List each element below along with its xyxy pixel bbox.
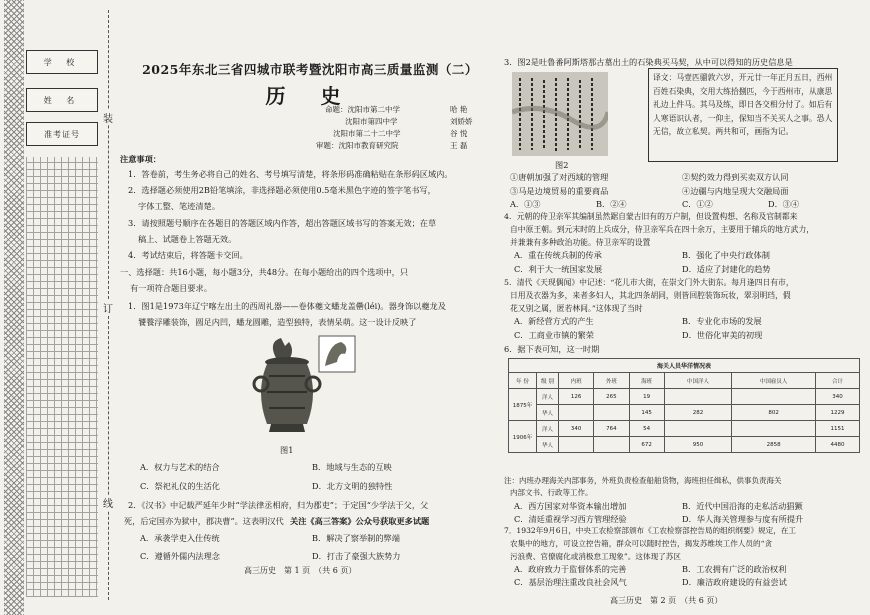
note-4: 4．考试结束后，将答题卡交回。 (128, 250, 248, 260)
q6-note-b: 内部文书、行政等工作。 (510, 488, 593, 497)
q1-option-a[interactable]: A．权力与艺术的结合 (140, 462, 220, 472)
note-3a: 3．请按照题号顺序在各题目的答题区域内作答，超出答题区域书写的答案无效；在草 (128, 218, 437, 228)
binding-pattern (4, 0, 24, 615)
table-header-cell: 海班 (629, 373, 664, 389)
table-cell: 126 (559, 389, 594, 405)
note-2b: 字体工整、笔迹清楚。 (138, 201, 220, 211)
q1-option-d[interactable]: D．北方文明的独特性 (312, 481, 393, 491)
q5-option-c[interactable]: C．工商业市镇的繁荣 (514, 330, 594, 340)
section-1-a: 一、选择题：共16小题，每小题3分，共48分。在每小题给出的四个选项中，只 (120, 267, 409, 277)
q4-stem-b: 自中原王朝。到元末时的上兵成分，侍卫亲军兵在四十余万，主要用于辅兵的地方武力， (510, 225, 815, 234)
q5-stem-b: 日用及衣器为多，来者多妇人，其北四条胡同，则皆回腔装饰玩妆，翠羽明珰，假 (510, 291, 791, 300)
author-3: 沈阳市第二十二中学 (333, 129, 401, 138)
ticket-box[interactable]: 准考证号 (26, 122, 98, 146)
q3-statement-2: ②契约效力得到买卖双方认同 (682, 172, 789, 182)
binding-label-ding: 订 (102, 300, 114, 315)
table-header-cell: 合计 (815, 373, 859, 389)
section-1-b: 有一项符合题目要求。 (130, 283, 212, 293)
q1-option-b[interactable]: B．地域与生态的互映 (312, 462, 392, 472)
q4-option-b[interactable]: B．强化了中央行政体制 (682, 250, 770, 260)
binding-strip (4, 0, 122, 615)
q6-stem: 6．据下表可知，这一时期 (504, 344, 600, 354)
author-2: 沈阳市第四中学 (345, 117, 398, 126)
right-column (500, 0, 870, 615)
table-cell-group: 洋人 (537, 389, 559, 405)
table-cell: 950 (664, 437, 732, 453)
table-row (509, 421, 860, 437)
q3-option-b[interactable]: B．②④ (596, 199, 627, 209)
q4-option-c[interactable]: C．利于大一统国家发展 (514, 264, 603, 274)
q3-stem: 3．图2是吐鲁番阿斯塔那古墓出土的石染典买马契，从中可以得知的历史信息是 (504, 57, 793, 67)
exam-title: 2025年东北三省四城市联考暨沈阳市高三质量监测（二） (142, 62, 478, 77)
table-cell: 672 (629, 437, 664, 453)
binding-label-zhuang: 装 (102, 110, 114, 125)
q2-stem-b: 死，后定国亦为狱中，郡决曹”。这表明汉代 (124, 516, 284, 526)
table-cell: 4480 (815, 437, 859, 453)
seat-grid (26, 157, 98, 597)
q1-stem-b: 饕餮浮雕装饰，圆足内凹，蟠龙圆雕，造型独特，表情呆萌。这一设计反映了 (138, 317, 417, 327)
q7-stem-c: 污浪费、官僚腐化或消极怠工现象”。这体现了苏区 (510, 552, 681, 561)
q5-option-d[interactable]: D．世俗化审美的初现 (682, 330, 763, 340)
q4-stem-c: 并兼兼有多种政治功能。侍卫亲军的设置 (510, 238, 651, 247)
note-2a: 2．选择题必须使用2B铅笔填涂，非选择题必须使用0.5毫米黑色字迹的签字笔书写， (128, 185, 436, 195)
table-cell (732, 421, 816, 437)
q7-stem-a: 7．1932年9月6日，中央工农检察部颁布《工农检察部控告局的组织纲要》规定，在工 (504, 526, 797, 535)
table-cell-year: 1906年 (509, 421, 537, 453)
figure-2-caption: 图2 (555, 160, 569, 170)
q5-stem-c: 花又别之属，匿若林间。”这体现了当时 (510, 304, 643, 313)
q4-option-a[interactable]: A．重在传统兵制的传承 (514, 250, 602, 260)
table-col-year: 年 份 (509, 373, 537, 389)
table-row (509, 437, 860, 453)
q7-option-c[interactable]: C．基层治理注重改良社会风气 (514, 577, 627, 587)
q7-option-d[interactable]: D．廉洁政府建设的有益尝试 (682, 577, 787, 587)
bronze-vessel-figure (245, 332, 365, 440)
q6-option-b[interactable]: B．近代中国沿海的走私活动猖獗 (682, 501, 803, 511)
page-footer-1: 高三历史 第 1 页 （共 6 页） (244, 566, 357, 575)
q6-option-d[interactable]: D．华人海关管理参与度有所提升 (682, 514, 804, 524)
q2-option-c[interactable]: C．遵循外儒内法理念 (140, 551, 220, 561)
author-1-name: 哈 艳 (450, 105, 468, 114)
table-cell: 2858 (732, 437, 816, 453)
q1-stem-a: 1．图1是1973年辽宁喀左出土的西周礼器——卷体夔文蟠龙盖罍(léi)。器身饰以夔龙及 (128, 301, 446, 311)
table-cell (559, 405, 594, 421)
contract-figure (512, 72, 608, 156)
customs-table (508, 358, 860, 453)
table-cell (664, 389, 732, 405)
note-3b: 稿上、试题卷上答题无效。 (138, 234, 237, 244)
note-1: 1．答卷前，考生务必将自己的姓名、考号填写清楚，将条形码准确粘贴在条形码区域内。 (128, 169, 453, 179)
q2-stem-a: 2．《汉书》中记载严延年少时“学法律丞相府，归为郡吏”；于定国“少学法于父，父 (128, 500, 429, 510)
figure-1-caption: 图1 (280, 445, 294, 455)
table-cell-group: 华人 (537, 405, 559, 421)
reviewer-name: 王 磊 (450, 141, 468, 150)
table-cell (594, 437, 629, 453)
subject-title: 历 史 (265, 84, 355, 108)
q5-stem-a: 5．清代《天现偶闻》中记述：“花儿市大街，在崇文门外大街东。每月逢四日有市， (504, 278, 794, 287)
table-row (509, 405, 860, 421)
table-cell (594, 405, 629, 421)
table-cell: 340 (815, 389, 859, 405)
table-header-cell: 中国雇员人 (732, 373, 816, 389)
q2-option-d[interactable]: D．打击了豪强大族势力 (312, 551, 401, 561)
table-header-cell: 外班 (594, 373, 629, 389)
school-box[interactable]: 学 校 (26, 50, 98, 74)
q6-option-a[interactable]: A．西方国家对华资本输出增加 (514, 501, 627, 511)
q4-option-d[interactable]: D．适应了封建化的趋势 (682, 264, 771, 274)
table-title: 海关人员华洋情况表 (509, 359, 860, 373)
customs-table-wrap (508, 358, 860, 453)
table-cell: 19 (629, 389, 664, 405)
reviewer: 审题：沈阳市教育研究院 (316, 141, 399, 150)
left-column (120, 60, 500, 575)
promo-text: 关注《高三答案》公众号获取更多试题 (290, 516, 430, 526)
table-cell-year: 1875年 (509, 389, 537, 421)
table-cell-group: 洋人 (537, 421, 559, 437)
notes-heading: 注意事项： (120, 154, 161, 164)
table-cell: 265 (594, 389, 629, 405)
q3-statement-1: ①唐朝加强了对西域的管理 (510, 172, 609, 182)
table-cell: 802 (732, 405, 816, 421)
binding-label-xian: 线 (102, 495, 114, 510)
table-cell: 1151 (815, 421, 859, 437)
table-row (509, 389, 860, 405)
table-cell: 340 (559, 421, 594, 437)
q2-option-b[interactable]: B．解决了察举制的弊端 (312, 533, 400, 543)
translation-box: 译文：马壹匹骝敦六岁，开元廿一年正月五日，西州百姓石染典，交用大练拾捌匹，今于西州市，从康思礼边上件马。其马及练，即日各交相分付了。如后有人寒语识认者，一仰主，保知当不关买人之事。恐人无信，故立私契。两共和可，画指为记。 (648, 68, 838, 162)
table-cell: 764 (594, 421, 629, 437)
table-cell (732, 389, 816, 405)
q3-statement-4: ④边疆与内地呈现大交融局面 (682, 186, 789, 196)
q4-stem-a: 4．元朝的侍卫亲军其编制虽然踞自蒙古旧有的万户制，但设置构想、名称及官制都来 (504, 212, 798, 221)
q3-option-d[interactable]: D．③④ (768, 199, 800, 209)
table-cell (559, 437, 594, 453)
table-header-cell: 中国洋人 (664, 373, 732, 389)
table-cell: 54 (629, 421, 664, 437)
q7-option-a[interactable]: A．政府致力于监督体系的完善 (514, 564, 627, 574)
table-cell: 145 (629, 405, 664, 421)
name-box[interactable]: 姓 名 (26, 88, 98, 112)
table-col-group: 级 别 (537, 373, 559, 389)
q3-statement-3: ③马是边境贸易的重要商品 (510, 186, 609, 196)
table-cell-group: 华人 (537, 437, 559, 453)
author-3-name: 谷 悦 (450, 129, 468, 138)
q5-option-a[interactable]: A．新经营方式的产生 (514, 316, 594, 326)
table-header-cell: 内班 (559, 373, 594, 389)
q1-option-c[interactable]: C．祭祀礼仪的生活化 (140, 481, 220, 491)
page-footer-2: 高三历史 第 2 页 （共 6 页） (610, 596, 723, 605)
q7-option-b[interactable]: B．工农拥有广泛的政治权利 (682, 564, 787, 574)
table-cell: 282 (664, 405, 732, 421)
table-cell: 1229 (815, 405, 859, 421)
author-1: 命题：沈阳市第二中学 (325, 105, 400, 114)
q5-option-b[interactable]: B．专业化市场的发展 (682, 316, 762, 326)
q3-option-a[interactable]: A．①③ (510, 199, 541, 209)
q6-note-a: 注：内班办理海关内部事务，外班负责检查船舶货物，海班担任缉私，供事负责海关 (504, 476, 782, 485)
q6-option-c[interactable]: C．清廷重视学习西方管理经验 (514, 514, 627, 524)
q2-option-a[interactable]: A．承袭学吏入仕传统 (140, 533, 220, 543)
q3-option-c[interactable]: C．①② (682, 199, 713, 209)
q7-stem-b: 农集中的地方，可设立控告箱，群众可以随时控告，揭发苏维埃工作人员的“贪 (510, 539, 773, 548)
author-2-name: 刘娇娇 (450, 117, 473, 126)
table-cell (664, 421, 732, 437)
